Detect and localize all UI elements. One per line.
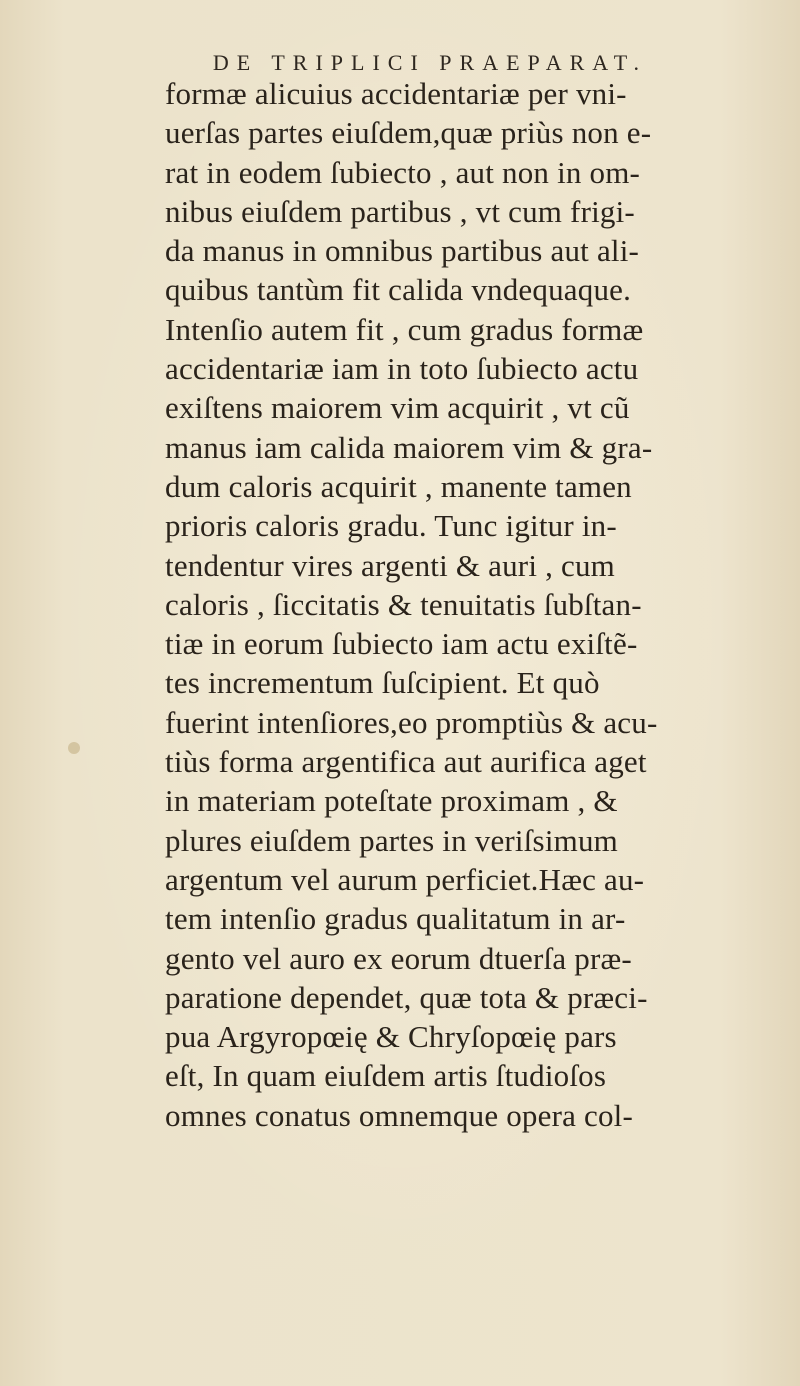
text-line: gento vel auro ex eorum dtuerſa præ- bbox=[165, 940, 632, 976]
text-line: tes incrementum ſuſcipient. Et quò bbox=[165, 665, 600, 701]
text-line: tendentur vires argenti & auri , cum bbox=[165, 547, 615, 583]
text-line: plures eiuſdem partes in veriſsimum bbox=[165, 822, 618, 858]
running-head: DE TRIPLICI PRAEPARAT. bbox=[212, 50, 648, 75]
text-line: tiùs forma argentifica aut aurifica aget bbox=[165, 744, 647, 780]
text-line: pua Argyropœię & Chryſopœię pars bbox=[165, 1019, 617, 1055]
text-line: exiſtens maiorem vim acquirit , vt cũ bbox=[165, 390, 630, 426]
text-line: nibus eiuſdem partibus , vt cum frigi- bbox=[165, 193, 635, 229]
text-line: rat in eodem ſubiecto , aut non in om- bbox=[165, 154, 641, 190]
text-line: in materiam poteſtate proximam , & bbox=[165, 783, 618, 819]
text-line: argentum vel aurum perficiet.Hæc au- bbox=[165, 861, 645, 897]
text-line: fuerint intenſiores,eo promptiùs & acu- bbox=[165, 704, 658, 740]
text-line: da manus in omnibus partibus aut ali- bbox=[165, 233, 640, 269]
text-line: eſt, In quam eiuſdem artis ſtudioſos bbox=[165, 1058, 607, 1094]
text-line: tem intenſio gradus qualitatum in ar- bbox=[165, 901, 626, 937]
text-line: uerſas partes eiuſdem,quæ priùs non e- bbox=[165, 115, 652, 151]
text-line: caloris , ſiccitatis & tenuitatis ſubſtan- bbox=[165, 586, 642, 622]
text-line: accidentariæ iam in toto ſubiecto actu bbox=[165, 351, 639, 387]
foxing-stain bbox=[68, 742, 80, 754]
text-line: Intenſio autem fit , cum gradus formæ bbox=[165, 311, 644, 347]
text-line: omnes conatus omnemque opera col- bbox=[165, 1097, 634, 1133]
text-line: paratione dependet, quæ tota & præci- bbox=[165, 979, 648, 1015]
text-line: formæ alicuius accidentariæ per vni- bbox=[165, 76, 627, 111]
text-line: dum caloris acquirit , manente tamen bbox=[165, 468, 632, 504]
text-line: tiæ in eorum ſubiecto iam actu exiſtẽ- bbox=[165, 626, 638, 662]
text-line: manus iam calida maiorem vim & gra- bbox=[165, 429, 653, 465]
body-text bbox=[165, 74, 775, 1135]
text-line: quibus tantùm fit calida vndequaque. bbox=[165, 272, 632, 308]
text-line: prioris caloris gradu. Tunc igitur in- bbox=[165, 508, 617, 544]
